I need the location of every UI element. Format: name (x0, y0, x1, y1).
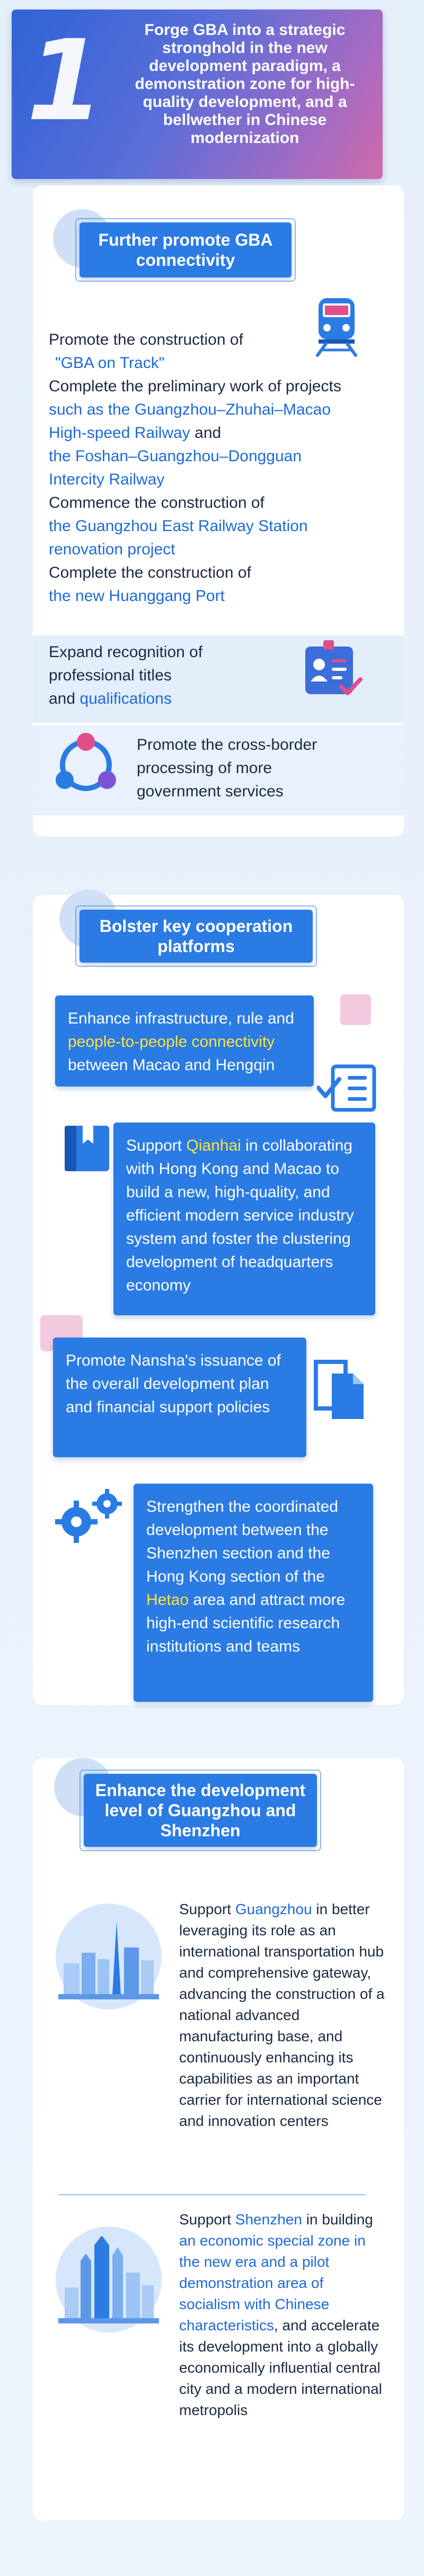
special-zone-label: an economic special zone in the new era and a pilot demonstration area of socialism with Chinese characteristics (179, 2232, 366, 2333)
renovation-project-label: renovation project (49, 541, 175, 558)
divider (58, 2194, 366, 2195)
fgd-railway-label-2: Intercity Railway (49, 471, 165, 488)
hetao-box (134, 1484, 373, 1702)
text-line: Promote the cross-border (137, 736, 317, 753)
text-line: government services (137, 783, 284, 800)
shenzhen-text (179, 2209, 386, 2421)
section1-title: Further promote GBA connectivity (80, 222, 292, 277)
shenzhen-skyline-icon (53, 2224, 164, 2335)
gba-on-track-label: "GBA on Track" (55, 354, 165, 372)
checklist-icon (317, 1064, 376, 1112)
guangzhou-label: Guangzhou (235, 1901, 312, 1917)
gzm-railway-label-2: High-speed Railway (49, 424, 190, 442)
qianhai-label: Qianhai (186, 1137, 241, 1154)
text-fragment: , and accelerate its development into a globally economically influential central city and a modern international metropolis (179, 2317, 382, 2418)
text-line: processing of more (137, 759, 272, 777)
text-line: Expand recognition of (49, 643, 203, 661)
gzm-railway-label: such as the Guangzhou–Zhuhai–Macao (49, 401, 331, 418)
documents-icon (311, 1359, 374, 1422)
text-fragment: and (190, 424, 222, 442)
qualifications-text (49, 641, 293, 711)
text-fragment: Support (179, 2211, 235, 2228)
share-icon (49, 728, 123, 802)
people-connectivity-label: people-to-people connectivity (68, 1033, 275, 1051)
certificate-icon (302, 638, 366, 702)
text-line: between Macao and Hengqin (68, 1056, 275, 1074)
guangzhou-text (179, 1899, 386, 2132)
section3-title: Enhance the development level of Guangzhou and Shenzhen (84, 1774, 317, 1847)
page-title: Forge GBA into a strategic stronghold in the new development paradigm, a demonstration zone for high-quality development, and a bellwether in Chinese modernization (135, 21, 355, 147)
text-line: Enhance infrastructure, rule and (68, 1010, 294, 1027)
hetao-label: Hetao (146, 1591, 189, 1609)
text-fragment: Strengthen the coordinated development between the Shenzhen section and the Hong Kong section of the (146, 1498, 338, 1585)
guangzhou-skyline-icon (53, 1901, 164, 2012)
text-fragment: in building (302, 2211, 373, 2228)
qianhai-box (113, 1123, 375, 1315)
text-line: Complete the preliminary work of projects (49, 378, 341, 395)
header-banner (12, 10, 383, 179)
decor-square (340, 994, 371, 1025)
section1-connectivity-text (49, 328, 346, 608)
section2-title: Bolster key cooperation platforms (80, 910, 313, 963)
qualifications-label: qualifications (80, 690, 172, 707)
government-services-text (137, 733, 359, 803)
guangzhou-east-station-label: the Guangzhou East Railway Station (49, 517, 308, 535)
text-fragment: in collaborating with Hong Kong and Macao to build a new, high-quality, and efficient modern service industry system and foster the clustering development of headquarters economy (126, 1137, 354, 1294)
macao-hengqin-box (55, 995, 314, 1087)
text-line: Commence the construction of (49, 494, 264, 511)
book-icon (61, 1124, 112, 1174)
fgd-railway-label: the Foshan–Guangzhou–Dongguan (49, 447, 302, 465)
nansha-text: Promote Nansha's issuance of the overall development plan and financial support policies (66, 1352, 281, 1416)
text-line: Complete the construction of (49, 564, 251, 581)
gears-icon (54, 1489, 124, 1547)
text-line: professional titles (49, 667, 172, 684)
text-fragment: Support (126, 1137, 187, 1154)
section-number: 1 (26, 16, 104, 146)
text-fragment: Support (179, 1901, 235, 1917)
shenzhen-label: Shenzhen (235, 2211, 302, 2228)
text-fragment: area and attract more high-end scientific research institutions and teams (146, 1591, 346, 1655)
text-line: Promote the construction of (49, 331, 243, 348)
huanggang-port-label: the new Huanggang Port (49, 587, 225, 605)
text-fragment: in better leveraging its role as an international transportation hub and comprehensive gateway, advancing the construction of a national advanced manufacturing base, and continuously enhancing its capabilities as an important carrier for international science and innovation centers (179, 1901, 385, 2129)
nansha-box (53, 1338, 306, 1457)
text-fragment: and (49, 690, 80, 707)
